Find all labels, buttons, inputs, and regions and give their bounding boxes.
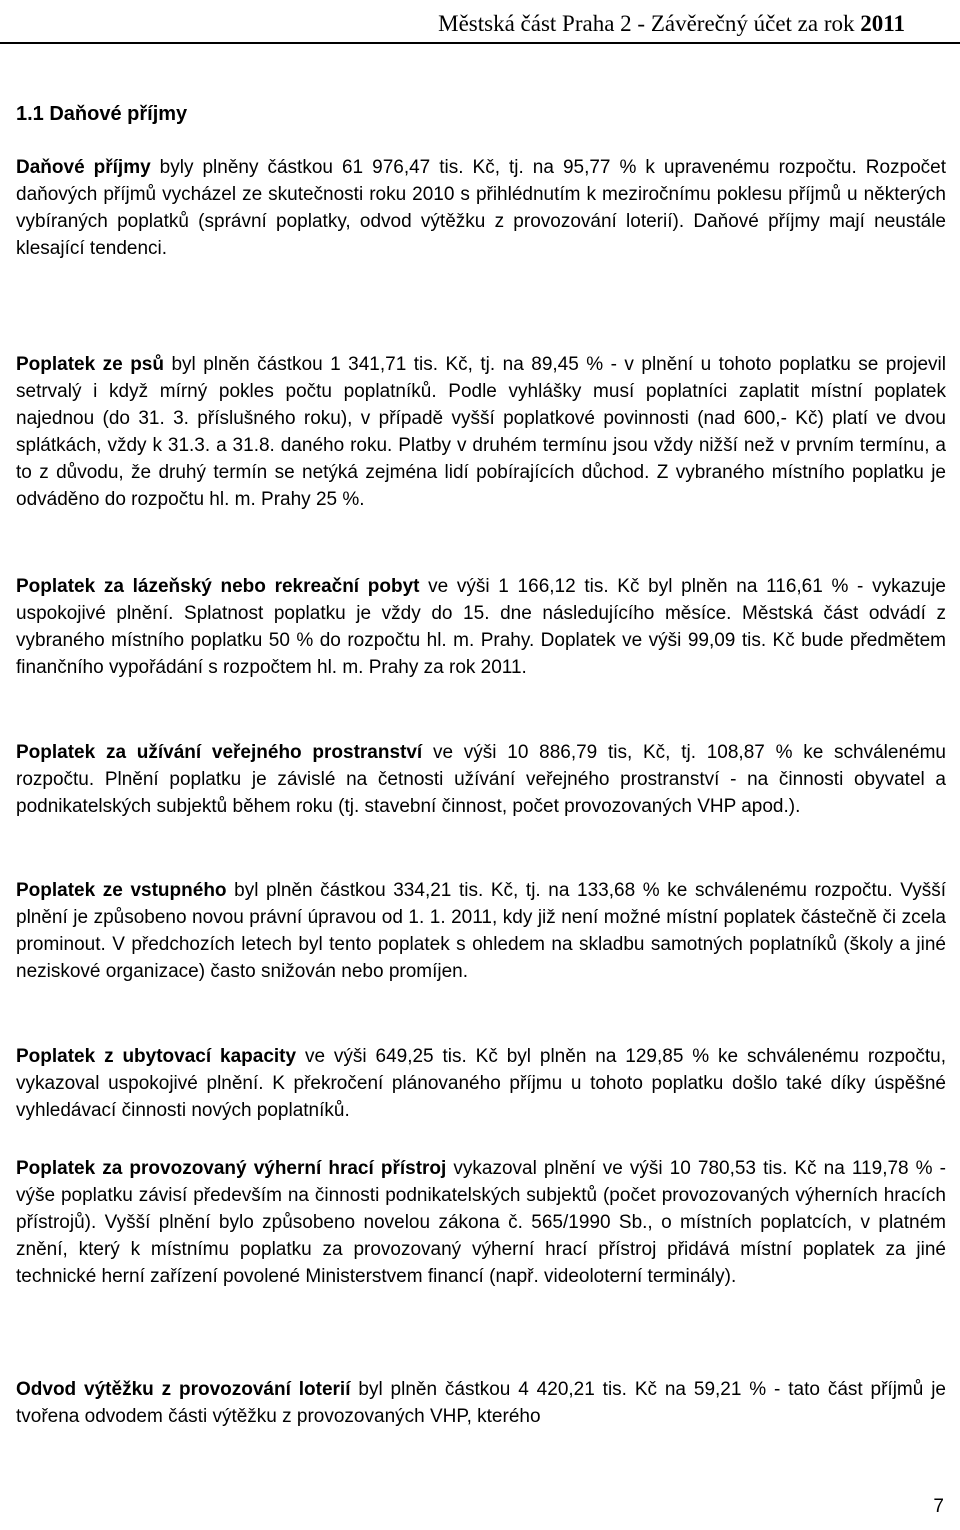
paragraph-ubytovaci-kapacita [16,1043,946,1124]
paragraph-lead: Poplatek za provozovaný výherní hrací přístroj [16,1158,447,1179]
paragraph-text: ve výši 10 886,79 tis, Kč, tj. 108,87 % ke schválenému rozpočtu. Plnění poplatku je závislé na četnosti užívání veřejného prostranství - na činnosti obyvatel a podnikatelských subjektů během roku (tj. stavební činnost, počet provozovaných VHP apod.). [16,742,946,818]
paragraph-vstupne [16,877,946,985]
paragraph-text: ve výši 649,25 tis. Kč byl plněn na 129,85 % ke schválenému rozpočtu, vykazoval uspokojivé plnění. K překročení plánovaného příjmu u tohoto poplatku došlo také díky úspěšné vyhledávací činnosti nových poplatníků. [16,1046,946,1122]
running-header [438,10,905,38]
paragraph-text: byly plněny částkou 61 976,47 tis. Kč, tj. na 95,77 % k upravenému rozpočtu. Rozpočet daňových příjmů vycházel ze skutečnosti roku 2010 s přihlédnutím k meziročnímu poklesu příjmů u některých vybíraných poplatků (správní poplatky, odvod výtěžku z provozování loterií). Daňové příjmy mají neustále klesající tendenci. [16,157,946,260]
paragraph-text: ve výši 1 166,12 tis. Kč byl plněn na 116,61 % - vykazuje uspokojivé plnění. Splatnost poplatku je vždy do 15. dne následujícího měsíce. Městská část odvádí z vybraného místního poplatku 50 % do rozpočtu hl. m. Prahy. Doplatek ve výši 99,09 tis. Kč bude předmětem finančního vypořádání s rozpočtem hl. m. Prahy za rok 2011. [16,576,946,679]
paragraph-danove-prijmy [16,154,946,262]
paragraph-text: byl plněn částkou 334,21 tis. Kč, tj. na 133,68 % ke schválenému rozpočtu. Vyšší plnění je způsobeno novou právní úpravou od 1. 1. 2011, kdy již není možné místní poplatek částečně či zcela prominout. V předchozích letech byl tento poplatek s ohledem na skladbu samotných poplatníků (školy a jiné neziskové organizace) často snižován nebo promíjen. [16,880,947,983]
paragraph-text: byl plněn částkou 4 420,21 tis. Kč na 59,21 % - tato část příjmů je tvořena odvodem části výtěžku z provozovaných VHP, kterého [16,1379,946,1428]
paragraph-text: byl plněn částkou 1 341,71 tis. Kč, tj. na 89,45 % - v plnění u tohoto poplatku se projevil setrvalý i když mírný pokles počtu poplatníků. Podle vyhlášky musí poplatníci zaplatit místní poplatek najednou (do 31. 3. příslušného roku), v případě vyšší poplatkové povinnosti (nad 600,- Kč) platí ve dvou splátkách, vždy k 31.3. a 31.8. daného roku. Platby v druhém termínu jsou vždy nižší než v prvním termínu, a to z důvodu, že druhý termín se netýká zejména lidí pobírajících důchod. Z vybraného místního poplatku je odváděno do rozpočtu hl. m. Prahy 25 %. [16,354,946,511]
page-number: 7 [933,1496,944,1517]
paragraph-verejne-prostranstvi [16,739,946,820]
paragraph-lead: Poplatek z ubytovací kapacity [16,1046,297,1067]
paragraph-lead: Daňové příjmy [16,157,151,178]
section-heading: 1.1 Daňové příjmy [16,103,188,125]
paragraph-poplatek-ze-psu [16,351,946,514]
running-header-year: 2011 [860,11,905,36]
paragraph-lead: Poplatek ze vstupného [16,880,227,901]
paragraph-lead: Poplatek za užívání veřejného prostranství [16,742,423,763]
paragraph-text: vykazoval plnění ve výši 10 780,53 tis. Kč na 119,78 % - výše poplatku závisí především na činnosti podnikatelských subjektů (počet provozovaných výherních hracích přístrojů). Vyšší plnění bylo způsobeno novelou zákona č. 565/1990 Sb., o místních poplatcích, v platném znění, který k místnímu poplatku za provozovaný výherní hrací přístroj přidává místní poplatek za jiné technické herní zařízení povolené Ministerstvem financí (např. videoloterní terminály). [16,1158,946,1288]
paragraph-odvod-loterii [16,1376,946,1430]
paragraph-lead: Odvod výtěžku z provozování loterií [16,1379,351,1400]
paragraph-vyherni-hraci-pristroj [16,1155,946,1290]
header-rule [0,42,960,44]
paragraph-lead: Poplatek za lázeňský nebo rekreační pobyt [16,576,420,597]
running-header-title: Městská část Praha 2 - Závěrečný účet za rok [438,11,855,36]
paragraph-lazensky-poplatek [16,573,946,681]
paragraph-lead: Poplatek ze psů [16,354,164,375]
